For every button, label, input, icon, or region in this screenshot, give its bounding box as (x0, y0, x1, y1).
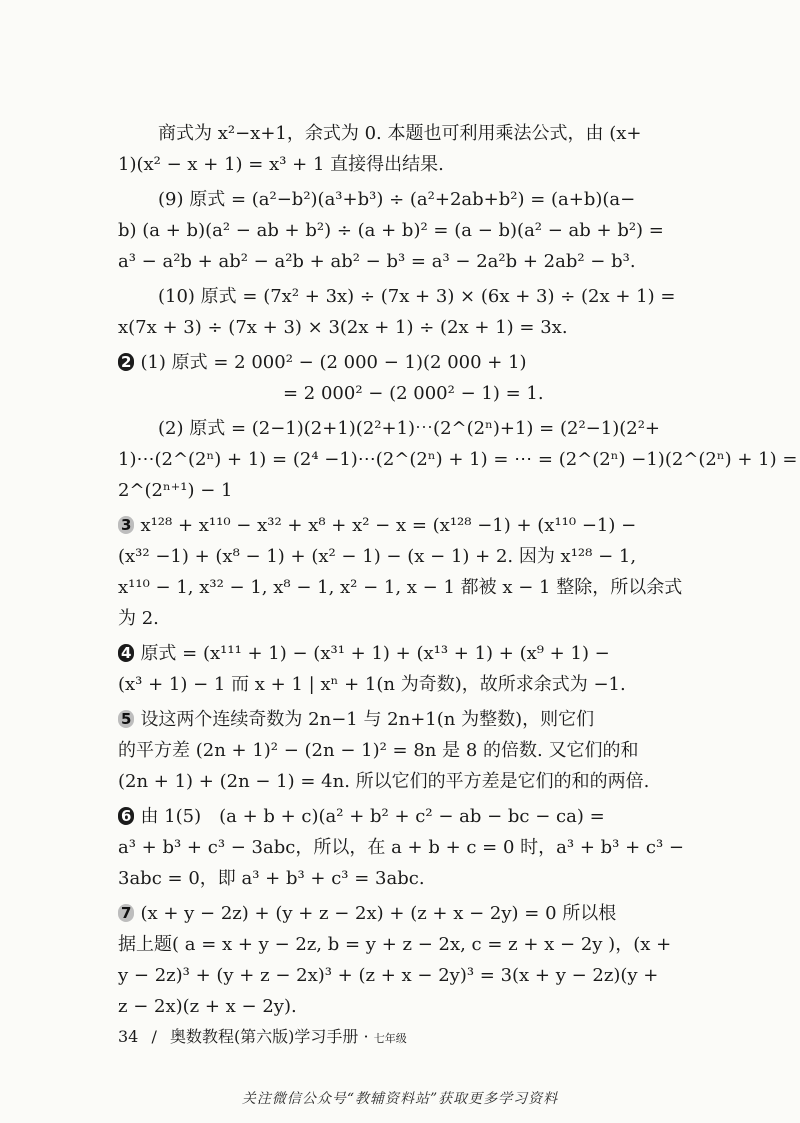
text-line (118, 510, 683, 541)
text-line (118, 863, 683, 894)
line-text: 1)⋯(2^(2ⁿ) + 1) = (2⁴ −1)⋯(2^(2ⁿ) + 1) = ⋯ = (2^(2ⁿ) −1)(2^(2ⁿ) + 1) = (118, 449, 798, 470)
line-text: 由 1(5) (a + b + c)(a² + b² + c² − ab − bc − ca) = (140, 806, 605, 827)
page-number: 34 (118, 1027, 139, 1046)
line-text: (10) 原式 = (7x² + 3x) ÷ (7x + 3) × (6x + 3) ÷ (2x + 1) = (158, 286, 676, 307)
page-footer (118, 1024, 407, 1047)
line-text: 1)(x² − x + 1) = x³ + 1 直接得出结果. (118, 154, 444, 175)
problem-number-badge: 5 (118, 710, 134, 728)
grade-label: 七年级 (373, 1032, 407, 1045)
text-line (118, 118, 683, 149)
text-line (118, 541, 683, 572)
text-line (118, 960, 683, 991)
text-line (118, 246, 683, 277)
text-line (118, 898, 683, 929)
problem-number-badge: 6 (118, 807, 134, 825)
line-text: 为 2. (118, 608, 159, 629)
watermark-text: 关注微信公众号“教辅资料站”获取更多学习资料 (241, 1091, 559, 1107)
text-line (118, 475, 683, 506)
text-line (118, 638, 683, 669)
line-text: 商式为 x²−x+1，余式为 0. 本题也可利用乘法公式，由 (x+ (158, 123, 642, 144)
footer-separator: / (151, 1027, 157, 1046)
text-line (118, 572, 683, 603)
line-text: x(7x + 3) ÷ (7x + 3) × 3(2x + 1) ÷ (2x + 1) = 3x. (118, 317, 568, 338)
text-line (118, 801, 683, 832)
problem-number-badge: 2 (118, 353, 134, 371)
text-line (118, 603, 683, 634)
line-text: 3abc = 0，即 a³ + b³ + c³ = 3abc. (118, 868, 425, 889)
line-text: 原式 = (x¹¹¹ + 1) − (x³¹ + 1) + (x¹³ + 1) + (x⁹ + 1) − (140, 643, 610, 664)
line-text: 2^(2ⁿ⁺¹) − 1 (118, 480, 233, 501)
line-text: (2n + 1) + (2n − 1) = 4n. 所以它们的平方差是它们的和的两倍. (118, 771, 650, 792)
line-text: 据上题( a = x + y − 2z, b = y + z − 2x, c = z + x − 2y )，(x + (118, 934, 672, 955)
line-text: x¹²⁸ + x¹¹⁰ − x³² + x⁸ + x² − x = (x¹²⁸ −1) + (x¹¹⁰ −1) − (140, 515, 637, 536)
text-line (118, 832, 683, 863)
text-line (118, 281, 683, 312)
line-text: 设这两个连续奇数为 2n−1 与 2n+1(n 为整数)，则它们 (140, 709, 595, 730)
problem-number-badge: 4 (118, 644, 134, 662)
text-line (118, 215, 683, 246)
line-text: (x³² −1) + (x⁸ − 1) + (x² − 1) − (x − 1) + 2. 因为 x¹²⁸ − 1, (118, 546, 637, 567)
footer-dot: · (363, 1027, 369, 1046)
line-text: (2) 原式 = (2−1)(2+1)(2²+1)⋯(2^(2ⁿ)+1) = (2²−1)(2²+ (158, 418, 660, 439)
line-text: (9) 原式 = (a²−b²)(a³+b³) ÷ (a²+2ab+b²) = (a+b)(a− (158, 189, 636, 210)
line-text: z − 2x)(z + x − 2y). (118, 996, 297, 1017)
line-text: x¹¹⁰ − 1, x³² − 1, x⁸ − 1, x² − 1, x − 1 都被 x − 1 整除，所以余式 (118, 577, 683, 598)
line-text: (x + y − 2z) + (y + z − 2x) + (z + x − 2y) = 0 所以根 (140, 903, 617, 924)
book-title: 奥数教程(第六版)学习手册 (169, 1027, 359, 1046)
problem-number-badge: 7 (118, 904, 134, 922)
text-line (118, 766, 683, 797)
answer-text-block (118, 118, 798, 1022)
text-line (118, 444, 798, 475)
line-text: = 2 000² − (2 000² − 1) = 1. (283, 383, 544, 404)
text-line (118, 184, 683, 215)
line-text: a³ + b³ + c³ − 3abc，所以，在 a + b + c = 0 时，a³ + b³ + c³ − (118, 837, 684, 858)
text-line (118, 312, 683, 343)
text-line (118, 347, 683, 378)
line-text: 的平方差 (2n + 1)² − (2n − 1)² = 8n 是 8 的倍数. 又它们的和 (118, 740, 639, 761)
text-line (118, 704, 683, 735)
text-line (118, 669, 683, 700)
line-text: b) (a + b)(a² − ab + b²) ÷ (a + b)² = (a − b)(a² − ab + b²) = (118, 220, 664, 241)
line-text: a³ − a²b + ab² − a²b + ab² − b³ = a³ − 2a²b + 2ab² − b³. (118, 251, 636, 272)
problem-number-badge: 3 (118, 516, 134, 534)
line-text: (1) 原式 = 2 000² − (2 000 − 1)(2 000 + 1) (140, 352, 527, 373)
text-line (118, 378, 683, 409)
text-line (118, 413, 683, 444)
line-text: (x³ + 1) − 1 而 x + 1 | xⁿ + 1(n 为奇数)，故所求余式为 −1. (118, 674, 626, 695)
line-text: y − 2z)³ + (y + z − 2x)³ + (z + x − 2y)³ = 3(x + y − 2z)(y + (118, 965, 659, 986)
text-line (118, 929, 683, 960)
text-line (118, 735, 683, 766)
text-line (118, 149, 683, 180)
text-line (118, 991, 683, 1022)
